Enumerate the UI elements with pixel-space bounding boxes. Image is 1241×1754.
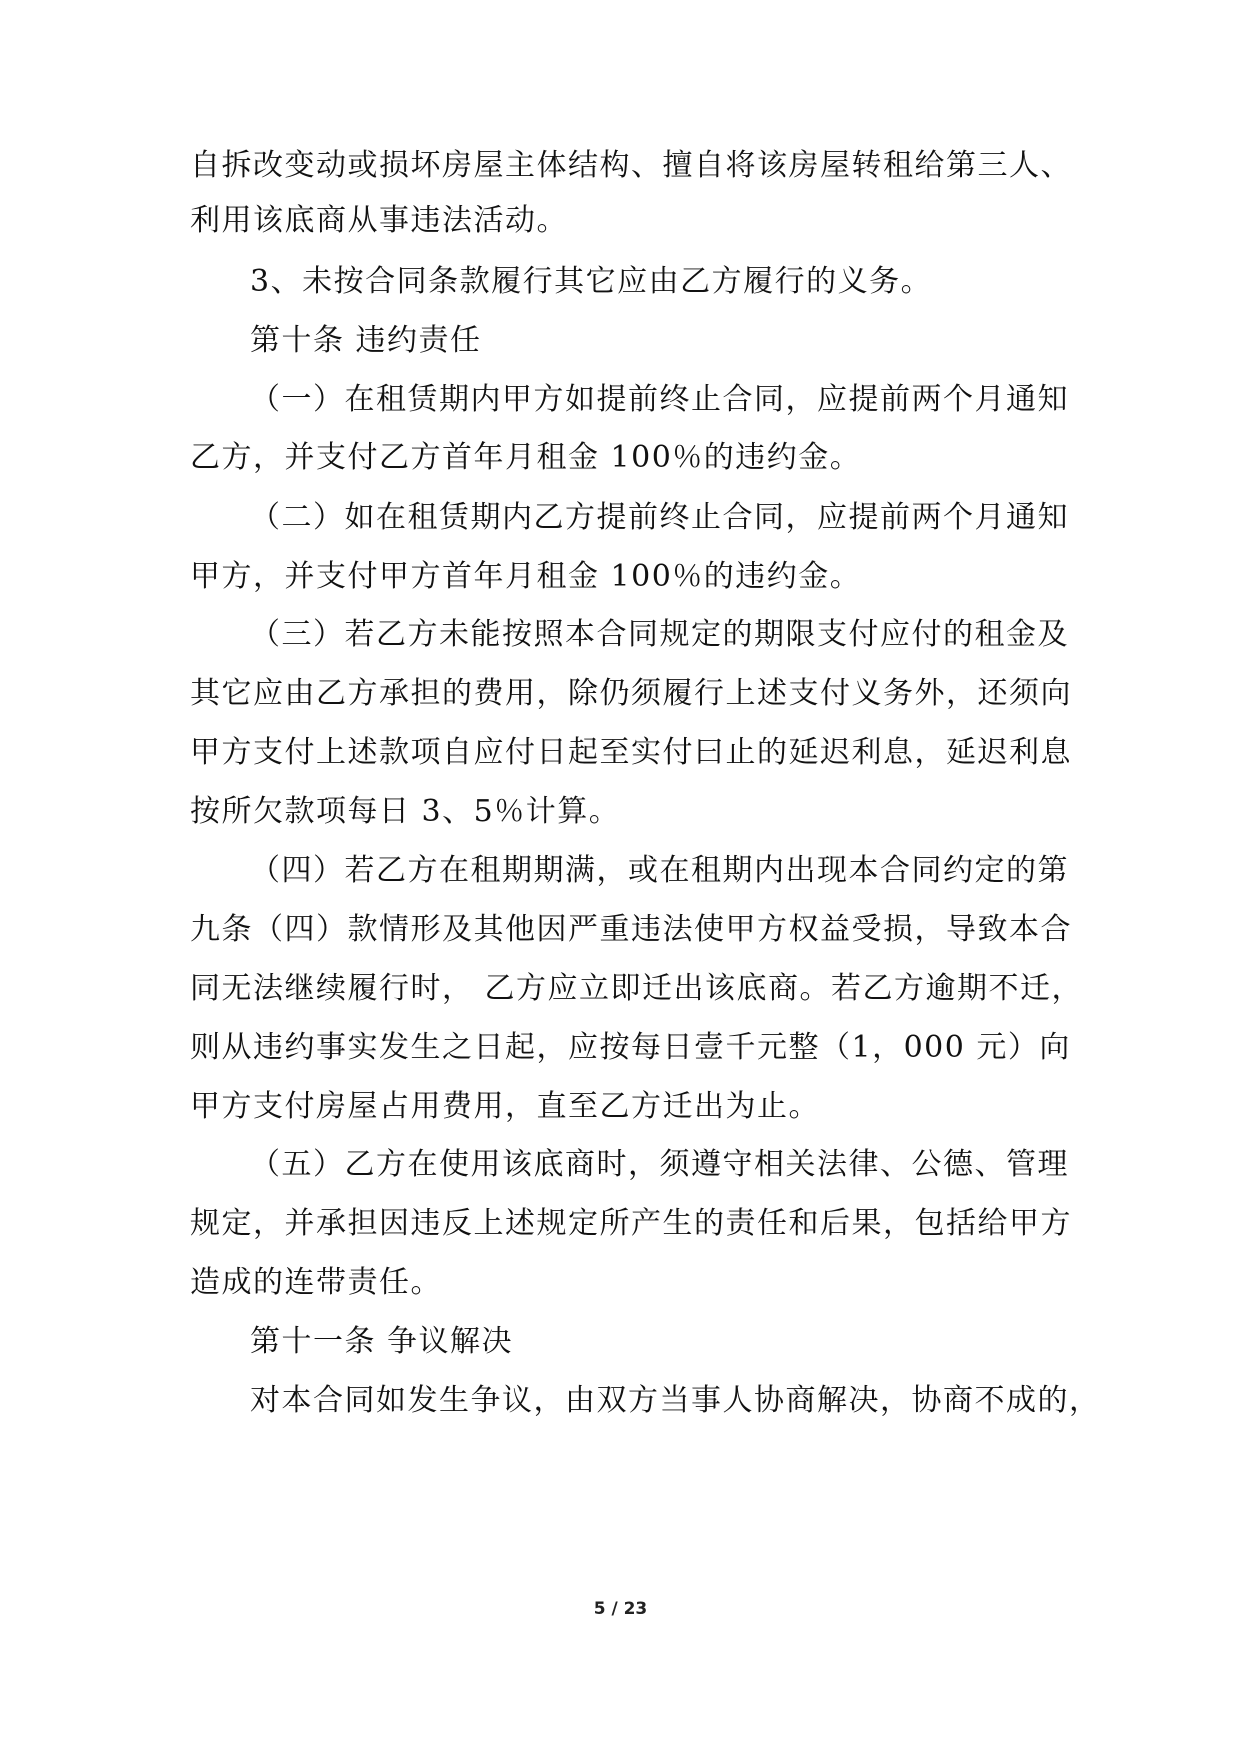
text-line-13: （四）若乙方在租期期满，或在租期内出现本合同约定的第: [250, 853, 1069, 888]
text-line-17: 甲方支付房屋占用费用，直至乙方迁出为止。: [190, 1089, 820, 1124]
text-line-14: 九条（四）款情形及其他因严重违法使甲方权益受损，导致本合: [190, 912, 1072, 947]
text-line-7: （二）如在租赁期内乙方提前终止合同，应提前两个月通知: [250, 500, 1069, 535]
text-line-18: （五）乙方在使用该底商时，须遵守相关法律、公德、管理: [250, 1147, 1069, 1182]
text-line-9: （三）若乙方未能按照本合同规定的期限支付应付的租金及: [250, 617, 1069, 652]
section-heading-11: 第十一条 争议解决: [250, 1324, 514, 1359]
text-line-3: 3、未按合同条款履行其它应由乙方履行的义务。: [250, 264, 933, 299]
text-line-1: 自拆改变动或损坏房屋主体结构、擅自将该房屋转租给第三人、: [190, 148, 1072, 183]
text-line-12: 按所欠款项每日 3、5％计算。: [190, 794, 621, 829]
page-number: 5 / 23: [593, 1599, 648, 1619]
text-line-11: 甲方支付上述款项自应付日起至实付曰止的延迟利息，延迟利息: [190, 735, 1072, 770]
text-line-6: 乙方，并支付乙方首年月租金 100％的违约金。: [190, 440, 862, 475]
text-line-16: 则从违约事实发生之日起，应按每日壹千元整（1，000 元）向: [190, 1030, 1071, 1065]
text-line-2: 利用该底商从事违法活动。: [190, 203, 568, 238]
text-line-19: 规定，并承担因违反上述规定所产生的责任和后果，包括给甲方: [190, 1206, 1072, 1241]
text-line-22: 对本合同如发生争议，由双方当事人协商解决，协商不成的，: [250, 1383, 1101, 1418]
section-heading-10: 第十条 违约责任: [250, 323, 482, 358]
text-line-5: （一）在租赁期内甲方如提前终止合同，应提前两个月通知: [250, 382, 1069, 417]
text-line-10: 其它应由乙方承担的费用，除仍须履行上述支付义务外，还须向: [190, 676, 1072, 711]
text-line-15: 同无法继续履行时， 乙方应立即迁出该底商。若乙方逾期不迁，: [190, 971, 1084, 1006]
text-line-20: 造成的连带责任。: [190, 1265, 442, 1300]
text-line-8: 甲方，并支付甲方首年月租金 100％的违约金。: [190, 559, 862, 594]
